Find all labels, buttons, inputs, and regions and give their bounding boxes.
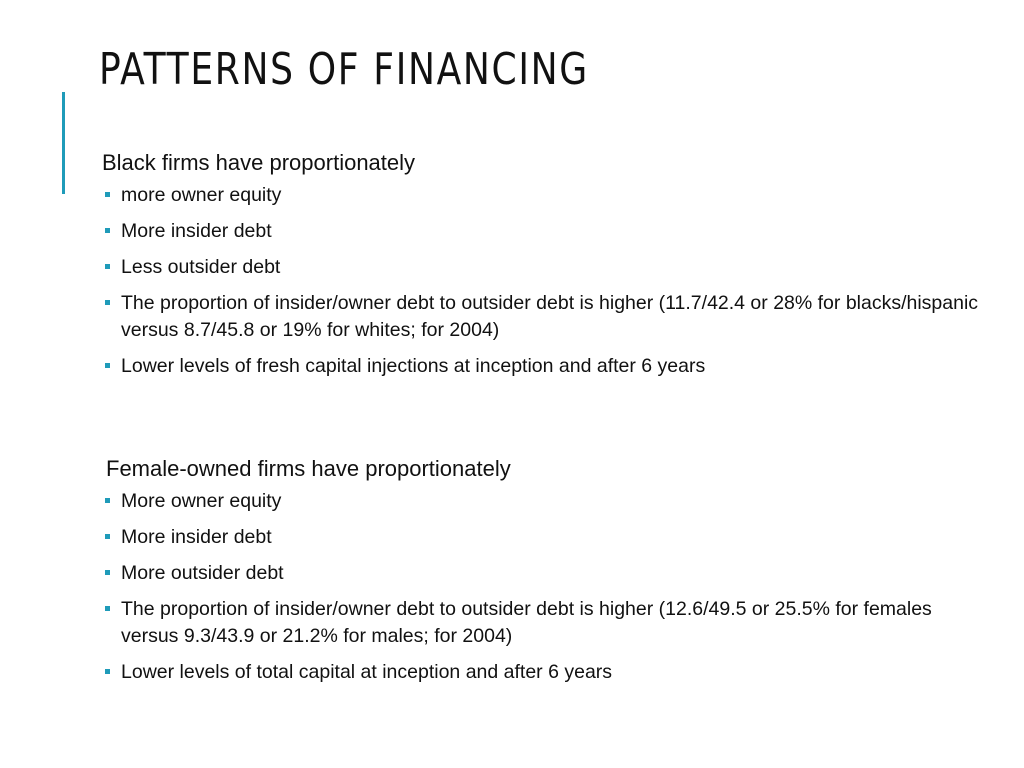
bullet-text: More owner equity: [121, 490, 282, 512]
bullet-text: More insider debt: [121, 220, 272, 242]
bullet-text: The proportion of insider/owner debt to outsider debt is higher (12.6/49.5 or 25.5% for females versus 9.3/43.9 or 21.2% for males; for 2004): [121, 598, 932, 647]
bullet-item: [102, 353, 982, 380]
slide-title: PATTERNS OF FINANCING: [99, 44, 589, 95]
bullet-item: [102, 524, 986, 551]
square-bullet-icon: [105, 669, 110, 674]
bullet-item: [102, 254, 982, 281]
square-bullet-icon: [105, 570, 110, 575]
bullet-text: more owner equity: [121, 184, 282, 206]
bullet-text: Lower levels of total capital at inception and after 6 years: [121, 661, 613, 683]
square-bullet-icon: [105, 534, 110, 539]
bullet-item: [102, 560, 986, 587]
section-black-firms: [102, 148, 982, 389]
section-heading: Female-owned firms have proportionately: [106, 456, 511, 481]
square-bullet-icon: [105, 498, 110, 503]
section-heading: Black firms have proportionately: [102, 150, 416, 175]
bullet-text: Less outsider debt: [121, 256, 281, 278]
bullet-item: [102, 182, 982, 209]
bullet-text: More outsider debt: [121, 562, 284, 584]
square-bullet-icon: [105, 300, 110, 305]
title-accent-bar: [62, 92, 65, 194]
square-bullet-icon: [105, 606, 110, 611]
bullet-text: Lower levels of fresh capital injections at inception and after 6 years: [121, 355, 706, 377]
square-bullet-icon: [105, 264, 110, 269]
bullet-item: [102, 659, 986, 686]
square-bullet-icon: [105, 363, 110, 368]
bullet-list: [102, 488, 986, 686]
bullet-text: More insider debt: [121, 526, 272, 548]
bullet-text: The proportion of insider/owner debt to outsider debt is higher (11.7/42.4 or 28% for blacks/hispanic versus 8.7/45.8 or 19% for whites; for 2004): [121, 292, 979, 341]
square-bullet-icon: [105, 192, 110, 197]
bullet-item: [102, 218, 982, 245]
bullet-list: [102, 182, 982, 380]
section-female-owned-firms: [106, 454, 986, 695]
bullet-item: [102, 596, 986, 650]
square-bullet-icon: [105, 228, 110, 233]
bullet-item: [102, 488, 986, 515]
bullet-item: [102, 290, 982, 344]
